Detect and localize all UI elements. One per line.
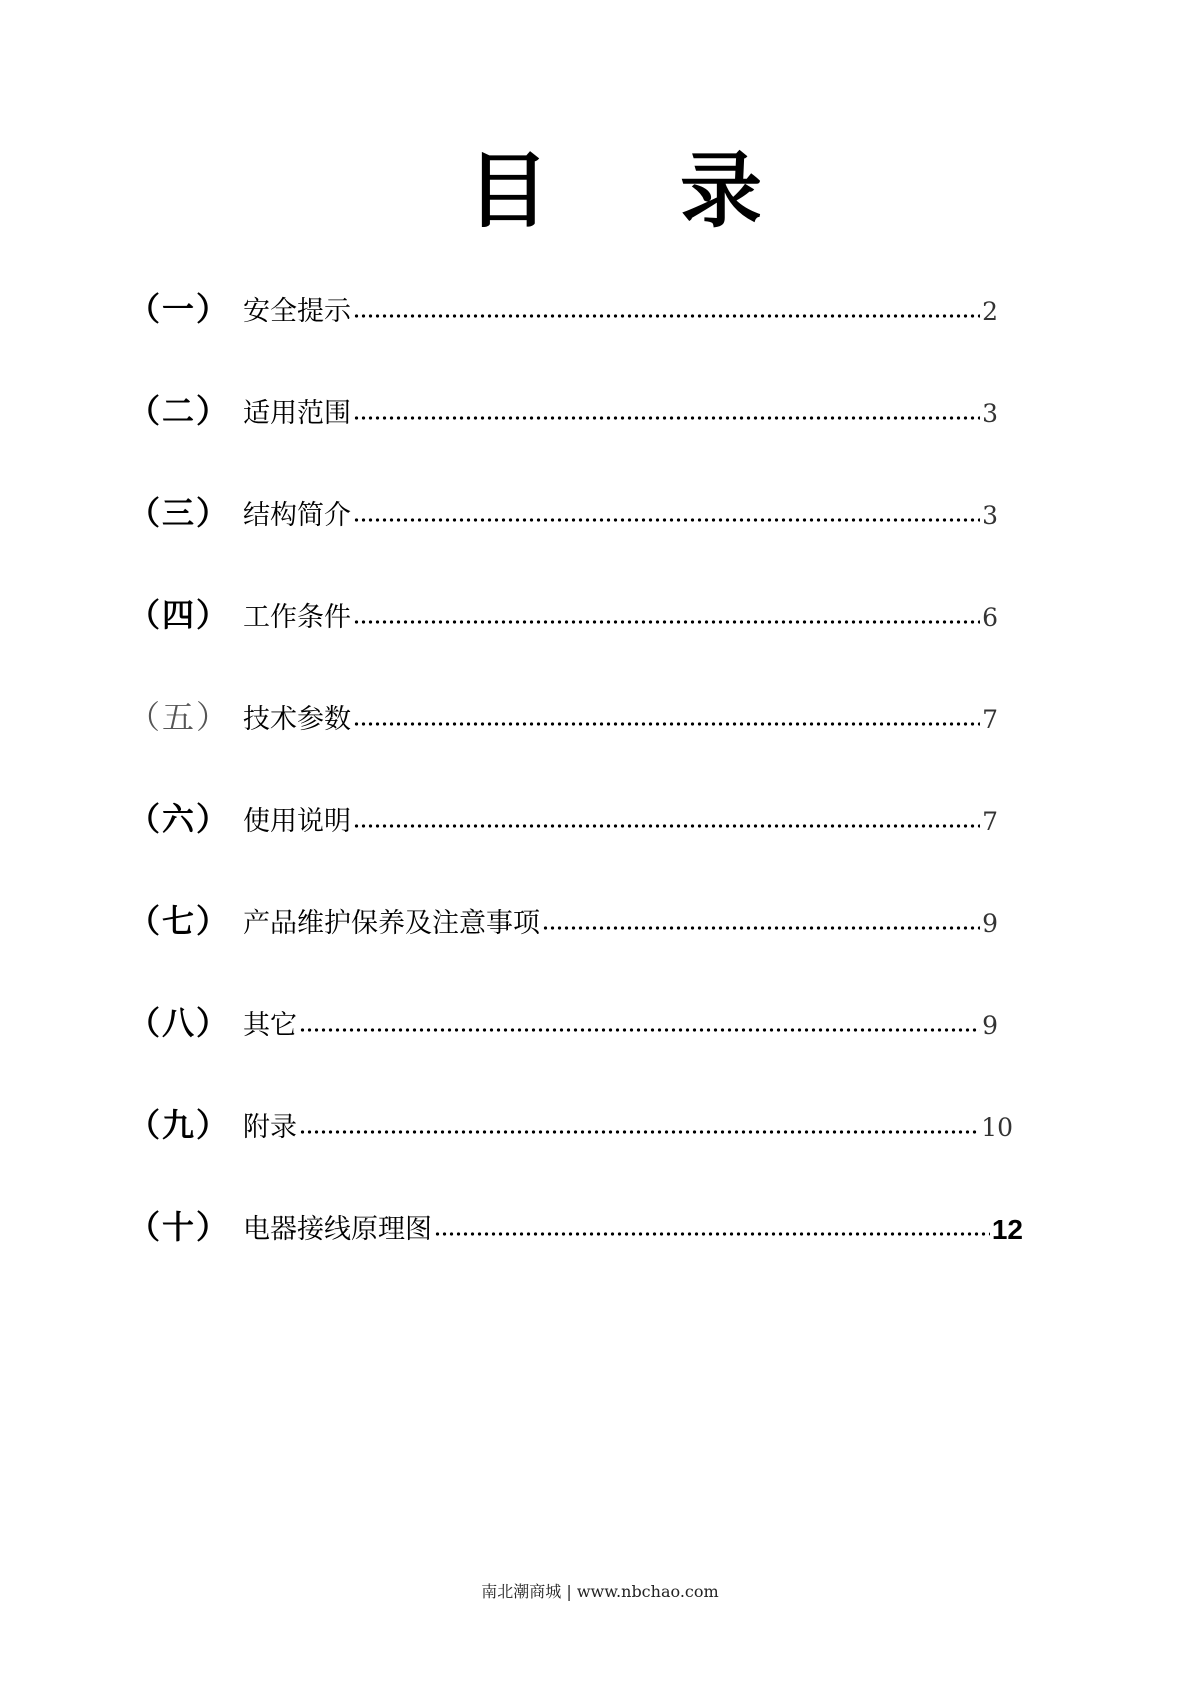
dot-leader: [299, 1130, 979, 1134]
toc-number: （十）: [128, 1208, 231, 1246]
toc-page-number: 2: [982, 297, 998, 326]
title-char-mu: 目: [467, 144, 550, 239]
dot-leader: [353, 620, 980, 624]
toc-page-number: 7: [982, 705, 998, 734]
toc-number: （六）: [128, 800, 231, 838]
toc-number: （五）: [128, 698, 231, 736]
toc-number: （七）: [128, 902, 231, 940]
toc-entry-line: [243, 598, 998, 638]
toc-entry-6[interactable]: [0, 794, 1200, 844]
toc-entry-2[interactable]: [0, 386, 1200, 436]
toc-entry-line: [243, 802, 998, 842]
toc-entry-3[interactable]: [0, 488, 1200, 538]
toc-page-number: 10: [981, 1113, 1013, 1142]
toc-entry-line: [243, 496, 998, 536]
dot-leader: [542, 926, 980, 930]
toc-entry-line: [243, 292, 998, 332]
toc-number: （八）: [128, 1004, 231, 1042]
toc-entry-5[interactable]: [0, 692, 1200, 742]
toc-page-number: 7: [982, 807, 998, 836]
toc-label: 附录: [243, 1112, 297, 1143]
toc-page-number: 3: [982, 399, 998, 428]
toc-entry-line: [243, 700, 998, 740]
toc-page-number: 12: [991, 1214, 1023, 1245]
toc-entry-7[interactable]: [0, 896, 1200, 946]
toc-number: （二）: [128, 392, 231, 430]
toc-entry-line: [243, 394, 998, 434]
toc-entry-9[interactable]: [0, 1100, 1200, 1150]
dot-leader: [353, 314, 980, 318]
toc-number: （一）: [128, 290, 231, 328]
dot-leader: [353, 824, 980, 828]
toc-label: 其它: [243, 1010, 297, 1041]
toc-entry-line: [243, 1210, 1023, 1250]
title-char-lu: 录: [680, 144, 763, 239]
toc-label: 工作条件: [243, 602, 351, 633]
toc-entry-line: [243, 1006, 998, 1046]
dot-leader: [353, 518, 980, 522]
toc-label: 安全提示: [243, 296, 351, 327]
toc-label: 结构简介: [243, 500, 351, 531]
page-footer: 南北潮商城 | www.nbchao.com: [481, 1582, 719, 1601]
toc-label: 产品维护保养及注意事项: [243, 908, 540, 939]
toc-page-number: 6: [982, 603, 998, 632]
toc-entry-4[interactable]: [0, 590, 1200, 640]
toc-label: 使用说明: [243, 806, 351, 837]
toc-number: （四）: [128, 596, 231, 634]
toc-entry-line: [243, 904, 998, 944]
toc-entry-10[interactable]: [0, 1202, 1200, 1252]
toc-label: 电器接线原理图: [243, 1214, 432, 1245]
toc-page-number: 3: [982, 501, 998, 530]
toc-entry-8[interactable]: [0, 998, 1200, 1048]
dot-leader: [299, 1028, 980, 1032]
toc-label: 技术参数: [243, 704, 351, 735]
dot-leader: [353, 722, 980, 726]
toc-number: （三）: [128, 494, 231, 532]
dot-leader: [353, 416, 980, 420]
toc-page-number: 9: [982, 1011, 998, 1040]
toc-page-number: 9: [982, 909, 998, 938]
toc-label: 适用范围: [243, 398, 351, 429]
dot-leader: [434, 1232, 990, 1236]
toc-entry-line: [243, 1108, 1013, 1148]
toc-entry-1[interactable]: [0, 284, 1200, 334]
toc-number: （九）: [128, 1106, 231, 1144]
